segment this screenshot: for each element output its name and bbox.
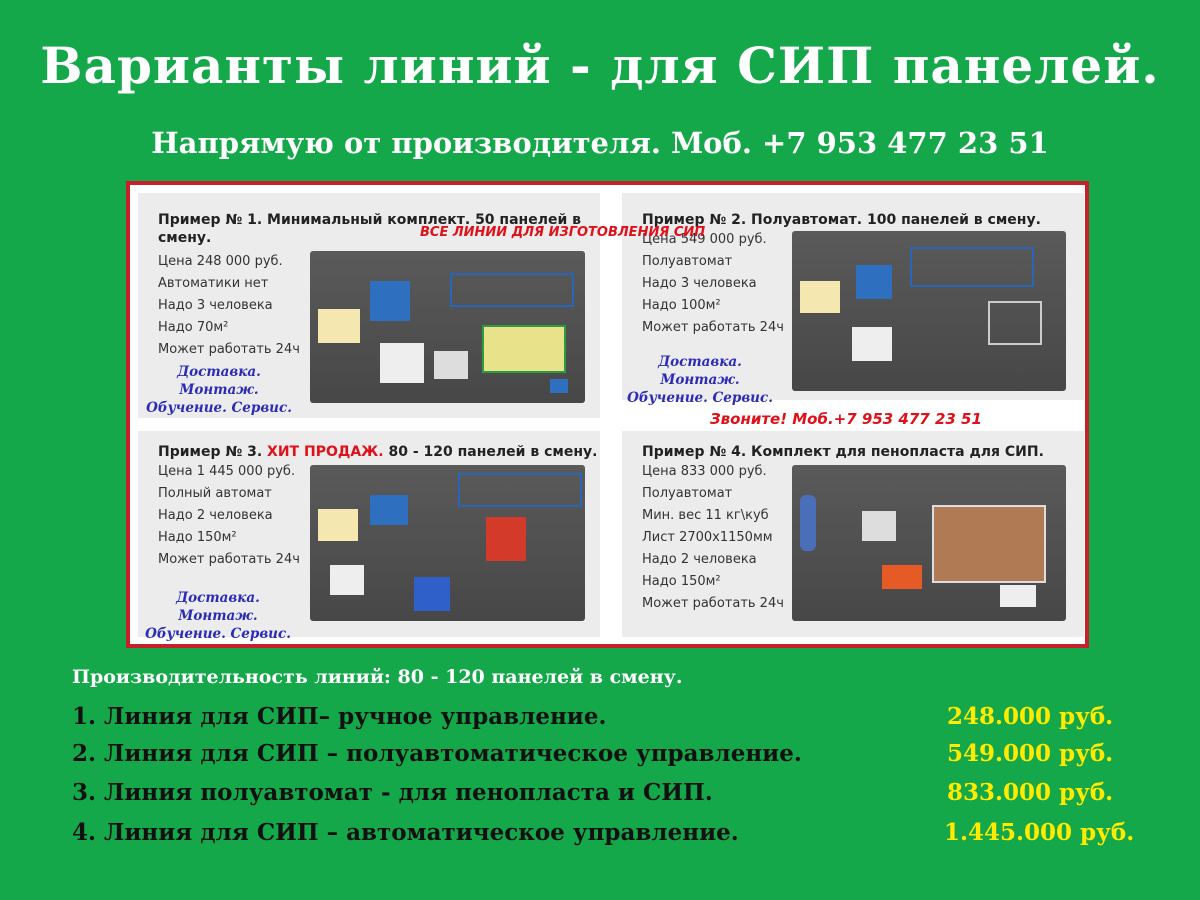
- page-subtitle: Напрямую от производителя. Моб. +7 953 477 23 51: [151, 126, 1049, 160]
- example-1-specs: [158, 251, 300, 361]
- spec-line: Мин. вес 11 кг\куб: [642, 508, 769, 523]
- example-1-services: Доставка. Монтаж. Обучение. Сервис.: [146, 364, 292, 416]
- example-card-4: [622, 431, 1084, 637]
- spec-line: Цена 833 000 руб.: [642, 464, 767, 479]
- example-card-3: [138, 431, 600, 642]
- examples-panel: [126, 181, 1089, 648]
- productivity-info: Производительность линий: 80 - 120 панелей в смену.: [72, 666, 683, 688]
- spec-line: Лист 2700х1150мм: [642, 530, 773, 545]
- example-1-heading: Пример № 1. Минимальный комплект. 50 панелей в смену.: [158, 212, 582, 246]
- spec-line: Может работать 24ч: [642, 320, 784, 335]
- spec-line: Надо 150м²: [158, 530, 237, 545]
- example-3-services: Доставка. Монтаж. Обучение. Сервис.: [145, 590, 291, 642]
- price-value: 833.000 руб.: [947, 779, 1114, 806]
- price-value: 549.000 руб.: [947, 740, 1114, 767]
- spec-line: Надо 70м²: [158, 320, 229, 335]
- spec-line: Автоматики нет: [158, 276, 269, 291]
- price-row-3: [72, 779, 1172, 809]
- spec-line: Надо 150м²: [642, 574, 721, 589]
- spec-line: Полный автомат: [158, 486, 272, 501]
- price-row-2: [72, 740, 1172, 770]
- spec-line: Цена 549 000 руб.: [642, 232, 767, 247]
- spec-line: Надо 3 человека: [158, 298, 273, 313]
- example-2-services: Доставка. Монтаж. Обучение. Сервис.: [627, 354, 773, 406]
- spec-line: Цена 248 000 руб.: [158, 254, 283, 269]
- example-3-heading: Пример № 3. ХИТ ПРОДАЖ. 80 - 120 панелей в смену.: [158, 444, 598, 460]
- example-2-specs: [642, 229, 784, 339]
- line-4-image: [792, 465, 1066, 621]
- price-row-label: 3. Линия полуавтомат - для пенопласта и СИП.: [72, 779, 713, 806]
- price-row-label: 1. Линия для СИП– ручное управление.: [72, 703, 607, 730]
- price-row-4: [72, 819, 1172, 849]
- price-value: 1.445.000 руб.: [944, 819, 1135, 846]
- call-banner: Звоните! Моб.+7 953 477 23 51: [710, 410, 982, 428]
- spec-line: Надо 100м²: [642, 298, 721, 313]
- line-1-image: [310, 251, 585, 403]
- price-row-label: 2. Линия для СИП – полуавтоматическое управление.: [72, 740, 802, 767]
- spec-line: Может работать 24ч: [158, 342, 300, 357]
- example-3-specs: [158, 461, 300, 571]
- page-title: Варианты линий - для СИП панелей.: [40, 36, 1160, 95]
- spec-line: Надо 2 человека: [158, 508, 273, 523]
- line-2-image: [792, 231, 1066, 391]
- spec-line: Полуавтомат: [642, 254, 733, 269]
- spec-line: Полуавтомат: [642, 486, 733, 501]
- spec-line: Может работать 24ч: [642, 596, 784, 611]
- example-4-specs: [642, 461, 784, 615]
- spec-line: Надо 3 человека: [642, 276, 757, 291]
- price-row-1: [72, 703, 1172, 733]
- price-value: 248.000 руб.: [947, 703, 1114, 730]
- spec-line: Может работать 24ч: [158, 552, 300, 567]
- all-lines-banner: ВСЕ ЛИНИИ ДЛЯ ИЗГОТОВЛЕНИЯ СИП: [420, 225, 706, 240]
- example-2-heading: Пример № 2. Полуавтомат. 100 панелей в смену.: [642, 212, 1041, 228]
- line-3-image: [310, 465, 585, 621]
- example-4-heading: Пример № 4. Комплект для пенопласта для СИП.: [642, 444, 1044, 460]
- price-row-label: 4. Линия для СИП – автоматическое управление.: [72, 819, 739, 846]
- spec-line: Цена 1 445 000 руб.: [158, 464, 296, 479]
- spec-line: Надо 2 человека: [642, 552, 757, 567]
